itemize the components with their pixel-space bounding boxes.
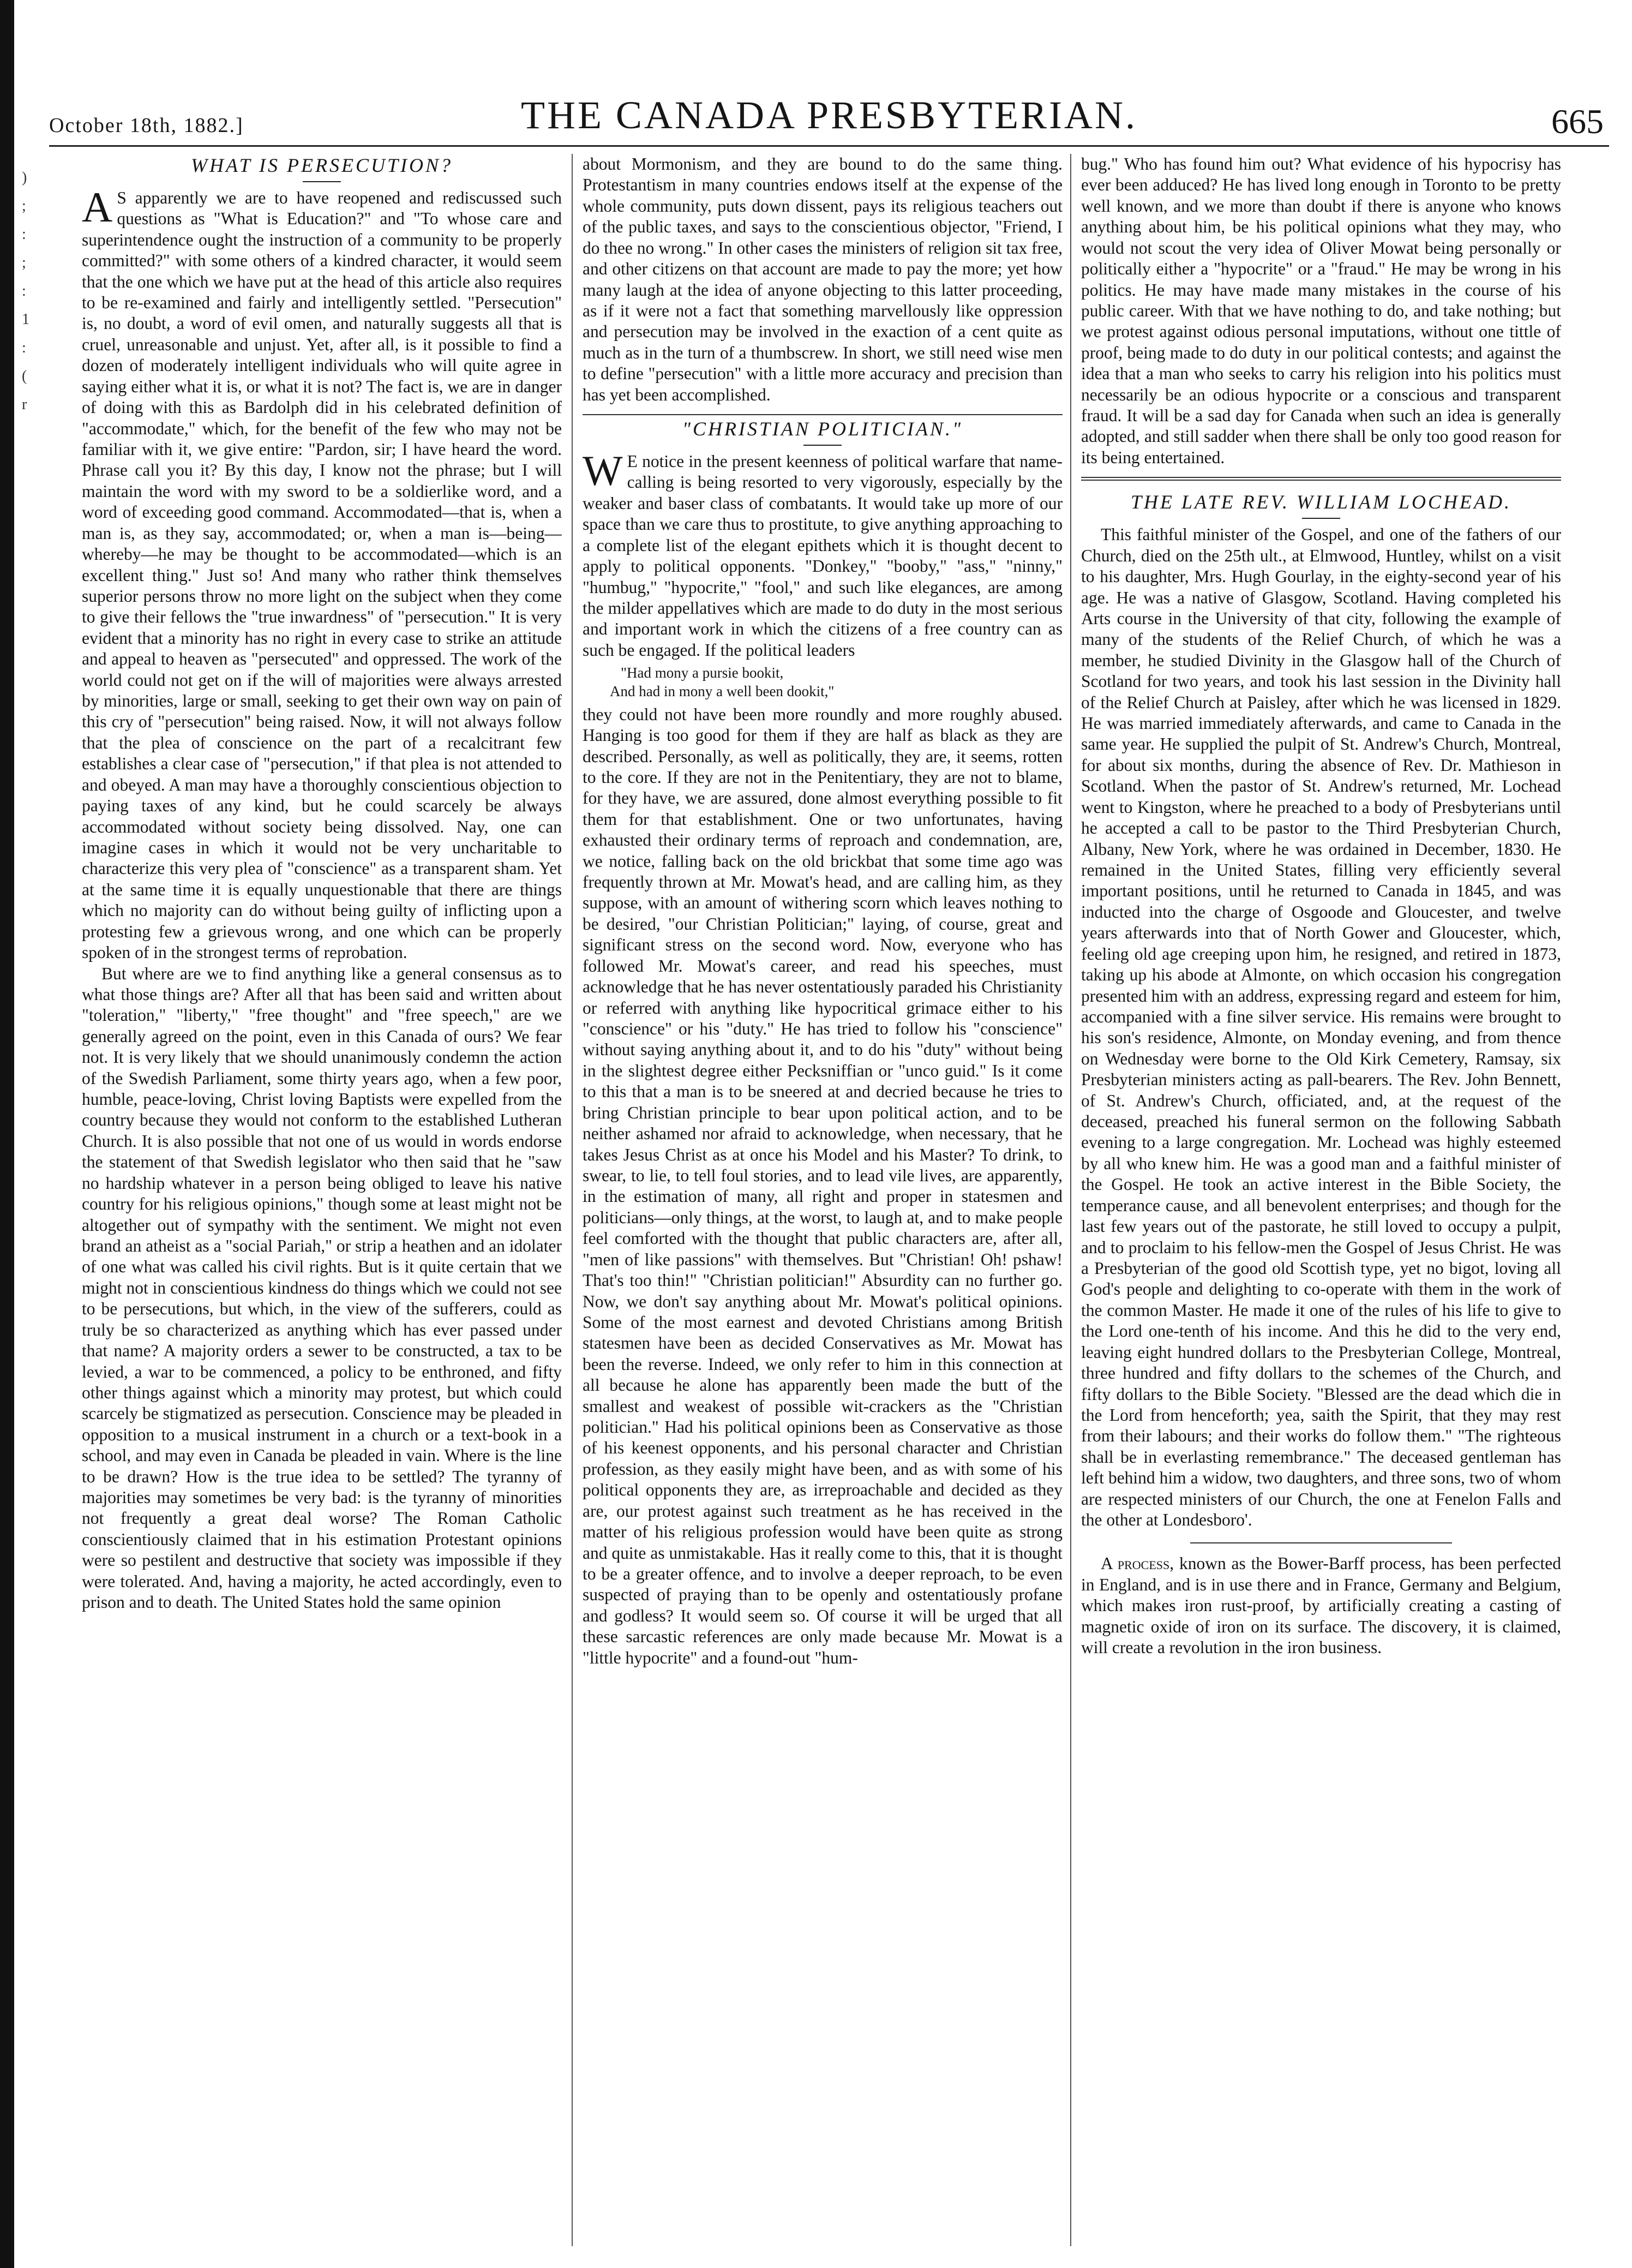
news-item-lead: A process, — [1101, 1554, 1174, 1573]
column-divider — [572, 154, 573, 2246]
verse-line: "Had mony a pursie bookit, — [621, 665, 784, 681]
article-paragraph: But where are we to find anything like a general consensus as to what those things are? After all that has been said and written about "toleration," "liberty," "free thought" and "free speech," are we generally agreed on the point, even in this Canada of ours? We fear not. It is very likely that we should unanimously condemn the action of the Swedish Parliament, some thirty years ago, when a few poor, humble, peace-loving, Christ loving Baptists were expelled from the country because they would not conform to the established Lutheran Church. It is also possible that not one of us would in words endorse the statement of that Swedish legislator who then said that he "saw no hardship whatever in a person being obliged to leave his native country for his religious opinions," though some at least might not be altogether out of sympathy with the sentiment. We might not even brand an atheist as a "social Pariah," or strip a heathen and an idolater of one what was called his civil rights. But is it quite certain that we might not in conscientious kindness do things which we could not see to be persecutions, but which, in the view of the sufferers, could as truly be so characterized as anything which has ever passed under that name? A majority orders a sewer to be constructed, a tax to be levied, a war to be commenced, a policy to be enthroned, and fifty other things against which a minority may protest, but which could scarcely be stigmatized as persecution. Conscience may be pleaded in opposition to a musical instrument in a church or a text-book in a school, and may even in Canada be pleaded in vain. Where is the line to be drawn? How is the true idea to be settled? The tyranny of majorities may sometimes be very bad: is the tyranny of minorities not frequently a great deal worse? The Roman Catholic conscientiously claimed that in his estimation Protestant opinions were so pestilent and destructive that society was impossible if they were tolerated. And, having a majority, he acted accordingly, even to prison and to death. The United States hold the same opinion — [82, 964, 562, 1612]
column-2 — [583, 154, 1063, 2246]
column-divider — [1070, 154, 1071, 2246]
article-paragraph: This faithful minister of the Gospel, and one of the fathers of our Church, died on the 25th ult., at Elmwood, Huntley, whilst on a visit to his daughter, Mrs. Hugh Gourlay, in the eighty-second year of his age. He was a native of Glasgow, Scotland. Having completed his Arts course in the University of that city, following the example of many of the students of the Relief Church, of which he was a member, he studied Divinity in the Glasgow hall of the Church of Scotland for two years, and took his last session in the Divinity hall of the Relief Church at Paisley, after which he was licensed in 1829. He was married immediately afterwards, and came to Canada in the same year. He supplied the pulpit of St. Andrew's Church, Montreal, for about six months, during the absence of Rev. Dr. Mathieson in Scotland. When the pastor of St. Andrew's returned, Mr. Lochead went to Kingston, where he preached to a body of Presbyterians until he accepted a call to be pastor to the Third Presbyterian Church, Albany, New York, where he was ordained in December, 1830. He remained in the United States, filling very efficiently several important positions, until he returned to Canada in 1845, and was inducted into the charge of Osgoode and Gloucester, and twelve years afterwards into that of North Gower and Gloucester, which, feeling old age creeping upon him, he resigned, and retired in 1873, taking up his abode at Almonte, on which occasion his congregation presented him with an address, expressing regard and esteem for him, accompanied with a fine silver service. His remains were brought to his son's residence, Almonte, on Monday evening, and from thence on Wednesday were borne to the Old Kirk Cemetery, Ramsay, six Presbyterian ministers acting as pall-bearers. The Rev. John Bennett, of St. Andrew's Church, officiated, and, at the request of the deceased, preached his funeral sermon on the following Sabbath evening to a large congregation. Mr. Lochead was highly esteemed by all who knew him. He was a good man and a faithful minister of the Gospel. He took an active interest in the Bible Society, the temperance cause, and all benevolent enterprises; and though for the last few years out of the pastorate, he still loved to occupy a pulpit, and to proclaim to his fellow-men the Gospel of Jesus Christ. He was a Presbyterian of the good old Scottish type, yet no bigot, loving all God's people and delighting to co-operate with them in the work of the common Master. He made it one of the rules of his life to give to the Lord one-tenth of his income. And this he did to the very end, leaving eight hundred dollars to the Presbyterian College, Montreal, three hundred and fifty dollars to the schemes of the Church, and fifty dollars to the Bible Society. "Blessed are the dead which die in the Lord from henceforth; yea, saith the Spirit, that they may rest from their labours; and their works do follow them." "The righteous shall be in everlasting remembrance." The deceased gentleman has left behind him a widow, two daughters, and three sons, two of whom are respected ministers of our Church, the one at Fenelon Falls and the other at Londesboro'. — [1081, 525, 1561, 1530]
drop-cap: A — [82, 183, 113, 231]
article-title-lochead: THE LATE REV. WILLIAM LOCHEAD. — [1130, 491, 1512, 513]
verse-quote — [610, 664, 1063, 701]
binding-marks: ) ; : ; : 1 : ( r — [22, 169, 29, 413]
title-rule — [1302, 518, 1340, 519]
page-number: 665 — [1551, 102, 1604, 141]
issue-date: October 18th, 1882.] — [49, 114, 244, 137]
section-divider — [583, 414, 1063, 415]
paragraph-text: S apparently we are to have reopened and rediscussed such questions as "What is Education?" and "To whose care and superintendence ought the instruction of a community to be properly committed?" with some others of a kindred character, it would seem that the one which we have put at the head of this article also requires to be re-examined and fairly and intelligently settled. "Persecution" is, no doubt, a word of evil omen, and naturally suggests all that is cruel, unreasonable and unjust. Yet, after all, is it possible to find a dozen of moderately intelligent individuals who will quite agree in saying either what it is, or what it is not? The fact is, we are in danger of doing with this as Bardolph did in his celebrated definition of "accommodate," which, for the benefit of the few who may not be familiar with it, we give entire: "Pardon, sir; I have heard the word. Phrase call you it? By this day, I know not the phrase; but I will maintain the word with my sword to be a soldierlike word, and a word of exceeding good command. Accommodated—that is, when a man is, as they say, accommodated; or, when a man is—being—whereby—he may be thought to be accommodated—which is an excellent thing." Just so! And many who rather think themselves superior persons throw no more light on the subject when they come to give their fellows the "true inwardness" of "persecution." It is very evident that a minority has no right in every case to strike an attitude and appeal to heaven as "persecuted" and oppressed. The work of the world could not get on if the will of majorities were always arrested by minorities, large or small, seeking to get their own way on pain of this cry of "persecution" being raised. Now, it will not always follow that the plea of conscience on the part of a recalcitrant few establishes a clear case of "persecution," if that plea is not attended to and obeyed. A man may have a thoroughly conscientious objection to paying taxes of any kind, but he could scarcely be always accommodated without society being dissolved. Nay, one can imagine cases in which it would not be very uncharitable to characterize this very plea of "conscience" as a transparent sham. Yet at the same time it is equally unquestionable that there are things which no majority can do without being guilty of inflicting upon a protesting few a grievous wrong, and one which can be properly spoken of in the strongest terms of reprobation. — [82, 188, 562, 962]
paragraph-text: E notice in the present keenness of political warfare that name-calling is being resorted to very vigorously, especially by the weaker and baser class of combatants. It would take up more of our space than we care thus to prostitute, to give anything approaching to a complete list of the elegant epithets which it is thought decent to apply to political opponents. "Donkey," "booby," "ass," "ninny," "humbug," "hypocrite," "fool," and such like elegances, are among the milder appellatives which are made to do duty in the most serious and important work in which the citizens of a free country can as such be engaged. If the political leaders — [583, 451, 1063, 660]
article-paragraph-continued: bug." Who has found him out? What evidence of his hypocrisy has ever been adduced? He has lived long enough in Toronto to be pretty well known, and we more than doubt if there is anyone who knows anything about him, be his political opinions what they may, who would not scout the very idea of Oliver Mowat being personally or politically either a "hypocrite" or a "fraud." He may be wrong in his politics. He may have made many mistakes in the course of his public career. With that we have nothing to do, and take nothing; but we protest against odious personal imputations, without one tittle of proof, being made to do duty in our political contests; and against the idea that a man who seeks to carry his religion into his politics must necessarily be an odious hypocrite or a conscious and transparent fraud. It will be a sad day for Canada when such an idea is generally adopted, and still sadder when there shall be only too good reason for its being entertained. — [1081, 154, 1561, 467]
column-1 — [82, 154, 562, 2246]
header-rule — [49, 145, 1609, 147]
article-title-politician: "CHRISTIAN POLITICIAN." — [682, 418, 963, 440]
masthead — [49, 82, 1609, 147]
section-divider — [1081, 477, 1561, 481]
verse-line: And had in mony a well been dookit," — [610, 683, 835, 699]
article-paragraph — [583, 446, 1063, 661]
drop-cap: W — [583, 446, 623, 494]
news-item-paragraph — [1081, 1553, 1561, 1658]
article-paragraph-continued: they could not have been more roundly and more roughly abused. Hanging is too good for them if they are half as black as they are described. Personally, as well as politically, they are, it seems, rotten to the core. If they are not in the Penitentiary, they are not to blame, for they have, we are assured, done almost everything possible to fit them for that establishment. One or two unfortunates, having exhausted their ordinary terms of reproach and condemnation, are, we notice, falling back on the old brickbat that some time ago was frequently thrown at Mr. Mowat's head, and are calling him, as they suppose, with an amount of withering scorn which leaves nothing to be desired, "our Christian Politician;" laying, of course, great and significant stress on the second word. Now, everyone who has followed Mr. Mowat's career, and read his speeches, must acknowledge that he has never ostentatiously paraded his Christianity or referred with anything like hypocritical grimace either to his "conscience" or his "duty." He has tried to follow his "conscience" without saying anything about it, and to do his "duty" without being in the slightest degree either Pecksniffian or "unco guid." Is it come to this that a man is to be sneered at and decried because he tries to bring Christian principle to bear upon political action, and to be neither ashamed nor afraid to acknowledge, when necessary, that he takes Jesus Christ as at once his Model and his Master? To drink, to swear, to lie, to tell foul stories, and to lead vile lives, are apparently, in the estimation of many, all right and proper in statesmen and politicians—only things, at the worst, to laugh at, and to make people feel comforted with the thought that public characters are, after all, "men of like passions" with themselves. But "Christian! Oh! pshaw! That's too thin!" "Christian politician!" Absurdity can no further go. Now, we don't say anything about Mr. Mowat's political opinions. Some of the most earnest and devoted Christians among British statesmen have been as decided Conservatives as Mr. Mowat has been the reverse. Indeed, we only refer to him in this connection at all because he alone has apparently been made the butt of the smallest and weakest of possible wit-crackers as the "Christian politician." Had his political opinions been as Conservative as those of his keenest opponents, and his personal character and Christian profession, as they easily might have been, and as with some of his political opponents they are, as irreproachable and decided as they are, our protest against such treatment as he has received in the matter of his religious profession would have been quite as strong and quite as unmistakable. Has it really come to this, that it is thought to be a greater offence, and to involve a deeper reproach, to be even suspected of praying than to be openly and ostentatiously profane and godless? It would seem so. Of course it will be urged that all these sarcastic references are only made because Mr. Mowat is a "little hypocrite" and a found-out "hum- — [583, 704, 1063, 1667]
title-rule — [303, 181, 341, 182]
title-rule — [803, 445, 842, 446]
section-divider — [1190, 1542, 1452, 1543]
article-paragraph-continued: about Mormonism, and they are bound to do the same thing. Protestantism in many countries endows itself at the expense of the whole community, puts down dissent, pays its religious teachers out of the public taxes, and says to the conscientious objector, "Friend, I do thee no wrong." In other cases the ministers of religion sit tax free, and other citizens on that account are made to pay the more; yet how many laugh at the idea of anyone objecting to this latter proceeding, as if it were not a fact that something marvellously like oppression and persecution may be involved in the exaction of a cent quite as much as in the turn of a thumbscrew. In short, we still need wise men to define "persecution" with a little more accuracy and precision than has yet been accomplished. — [583, 154, 1063, 404]
article-paragraph — [82, 183, 562, 964]
binding-edge — [0, 0, 14, 2268]
news-item-text: known as the Bower-Barff process, has been perfected in England, and is in use there and in France, Germany and Belgium, which makes iron rust-proof, by artificially creating a casting of magnetic oxide of iron on its surface. The discovery, it is claimed, will create a revolution in the iron business. — [1081, 1554, 1561, 1657]
newspaper-title: THE CANADA PRESBYTERIAN. — [520, 93, 1138, 137]
column-3 — [1081, 154, 1561, 2246]
article-title-persecution: WHAT IS PERSECUTION? — [191, 154, 453, 176]
